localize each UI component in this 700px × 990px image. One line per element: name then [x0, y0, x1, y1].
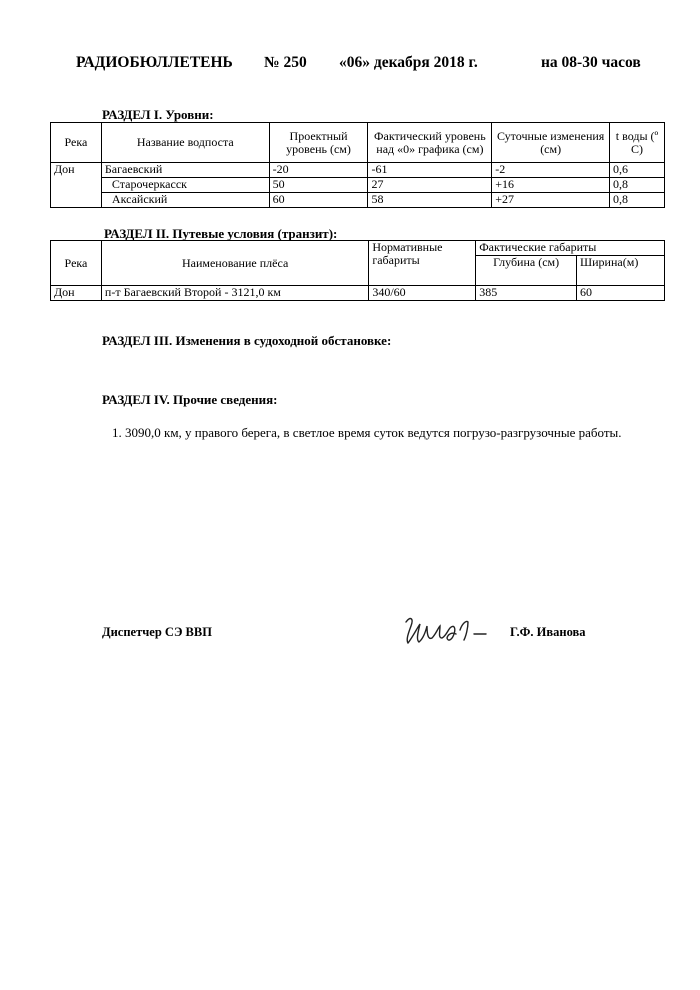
- design-cell: 60: [269, 193, 368, 208]
- post-cell: Багаевский: [101, 163, 269, 178]
- daily-cell: +16: [492, 178, 610, 193]
- section4-text: 1. 3090,0 км, у правого берега, в светлое время суток ведутся погрузо-разгрузочные работы.: [112, 425, 622, 440]
- river-cell: Дон: [51, 163, 102, 208]
- col-water-temp: t воды (º С): [610, 123, 665, 163]
- design-cell: -20: [269, 163, 368, 178]
- river-cell: Дон: [51, 286, 102, 301]
- levels-header-row: [51, 123, 665, 163]
- table-row: [51, 286, 665, 301]
- section2-title: РАЗДЕЛ II. Путевые условия (транзит):: [104, 226, 338, 241]
- col-design-level: Проектный уровень (см): [269, 123, 368, 163]
- section1-title: РАЗДЕЛ I. Уровни:: [102, 107, 214, 122]
- signature-name: Г.Ф. Иванова: [510, 625, 586, 639]
- table-row: [51, 163, 665, 178]
- bulletin-number: № 250: [264, 54, 307, 71]
- design-cell: 50: [269, 178, 368, 193]
- actual-cell: 27: [368, 178, 492, 193]
- col-actual-level: Фактический уровень над «0» графика (см): [368, 123, 492, 163]
- bulletin-header: [76, 54, 654, 76]
- col-actual-dimensions: Фактические габариты: [476, 241, 665, 256]
- col-normative: Нормативные габариты: [369, 241, 476, 286]
- actual-cell: -61: [368, 163, 492, 178]
- temp-cell: 0,6: [610, 163, 665, 178]
- table-row: [51, 193, 665, 208]
- norm-cell: 340/60: [369, 286, 476, 301]
- depth-cell: 385: [476, 286, 577, 301]
- col-depth: Глубина (см): [476, 256, 577, 286]
- post-cell: Старочеркасск: [101, 178, 269, 193]
- daily-cell: +27: [492, 193, 610, 208]
- table-row: [51, 178, 665, 193]
- col-reach: Наименование плёса: [101, 241, 368, 286]
- col-width: Ширина(м): [577, 256, 665, 286]
- signature-role: Диспетчер СЭ ВВП: [102, 625, 212, 639]
- reach-cell: п-т Багаевский Второй - 3121,0 км: [101, 286, 368, 301]
- col-river: Река: [51, 123, 102, 163]
- actual-cell: 58: [368, 193, 492, 208]
- col-daily-change: Суточные изменения (см): [492, 123, 610, 163]
- route-header-row-1: [51, 241, 665, 256]
- section4-title: РАЗДЕЛ IV. Прочие сведения:: [102, 392, 278, 407]
- route-table: [50, 240, 665, 301]
- levels-table: [50, 122, 665, 208]
- col-river: Река: [51, 241, 102, 286]
- temp-cell: 0,8: [610, 193, 665, 208]
- col-post: Название водпоста: [101, 123, 269, 163]
- bulletin-time: на 08-30 часов: [541, 54, 641, 71]
- post-cell: Аксайский: [101, 193, 269, 208]
- width-cell: 60: [577, 286, 665, 301]
- bulletin-date: «06» декабря 2018 г.: [339, 54, 478, 71]
- handwritten-signature: [400, 610, 495, 650]
- section3-title: РАЗДЕЛ III. Изменения в судоходной обстановке:: [102, 333, 392, 348]
- daily-cell: -2: [492, 163, 610, 178]
- bulletin-title: РАДИОБЮЛЛЕТЕНЬ: [76, 54, 233, 71]
- temp-cell: 0,8: [610, 178, 665, 193]
